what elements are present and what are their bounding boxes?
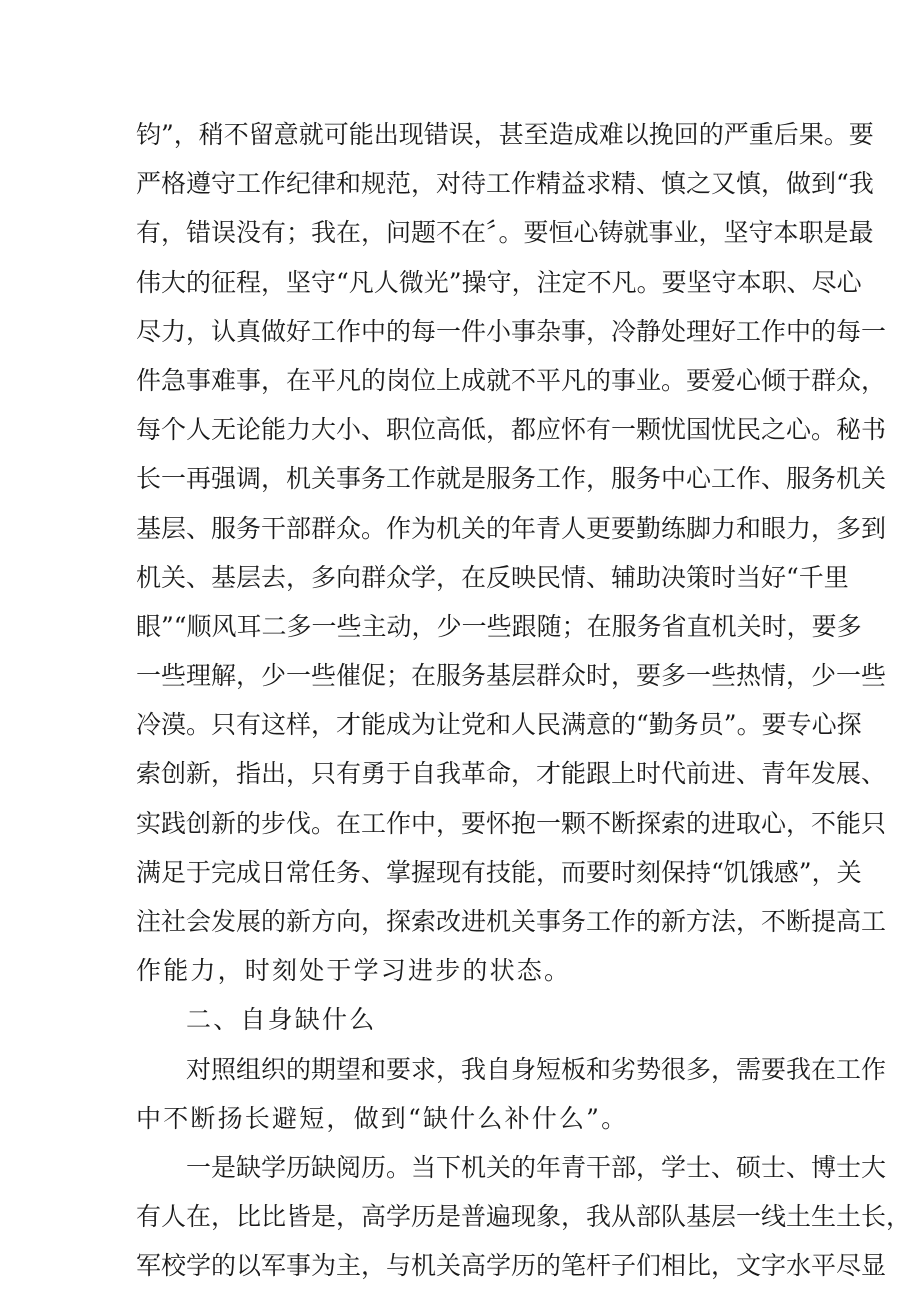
text-line: 件急事难事，在平凡的岗位上成就不平凡的事业。要爱心倾于群众， [136, 365, 887, 395]
text-line: 尽力，认真做好工作中的每一件小事杂事，冷静处理好工作中的每一 [136, 316, 887, 346]
text-line: 一些理解，少一些催促；在服务基层群众时，要多一些热情，少一些 [136, 661, 887, 691]
text-line: 有人在，比比皆是，高学历是普遍现象，我从部队基层一线土生土长， [136, 1202, 912, 1232]
section-heading: 二、自身缺什么 [186, 1005, 377, 1035]
text-line: 每个人无论能力大小、职位高低，都应怀有一颗忧国忧民之心。秘书 [136, 415, 887, 445]
text-line: 对照组织的期望和要求，我自身短板和劣势很多，需要我在工作 [186, 1054, 887, 1084]
text-line: 作能力，时刻处于学习进步的状态。 [136, 956, 572, 986]
text-line: 一是缺学历缺阅历。当下机关的年青干部，学士、硕士、博士大 [186, 1152, 887, 1182]
text-line: 伟大的征程，坚守“凡人微光”操守，注定不凡。要坚守本职、尽心 [136, 267, 862, 297]
text-line: 军校学的以军事为主，与机关高学历的笔杆子们相比，文字水平尽显 [136, 1251, 887, 1281]
text-line: 钧”，稍不留意就可能出现错误，甚至造成难以挽回的严重后果。要 [136, 120, 874, 149]
text-line: 冷漠。只有这样，才能成为让党和人民满意的“勤务员”。要专心探 [136, 710, 862, 740]
text-line: 长一再强调，机关事务工作就是服务工作，服务中心工作、服务机关 [136, 464, 887, 494]
text-line: 中不断扬长避短，做到“缺什么补什么”。 [136, 1103, 629, 1133]
document-body [136, 110, 912, 1291]
text-line: 机关、基层去，多向群众学，在反映民情、辅助决策时当好“千里 [136, 562, 849, 592]
text-line: 注社会发展的新方向，探索改进机关事务工作的新方法，不断提高工 [136, 907, 887, 936]
text-line: 基层、服务干部群众。作为机关的年青人更要勤练脚力和眼力，多到 [136, 513, 887, 543]
text-line: 眼”“顺风耳二多一些主动，少一些跟随；在服务省直机关时，要多 [136, 611, 862, 641]
text-line: 实践创新的步伐。在工作中，要怀抱一颗不断探索的进取心，不能只 [136, 808, 887, 838]
text-line: 有，错误没有；我在，问题不在〞。要恒心铸就事业，坚守本职是最 [136, 218, 874, 248]
text-line: 满足于完成日常任务、掌握现有技能，而要时刻保持“饥饿感”，关 [136, 857, 862, 887]
text-line: 严格遵守工作纪律和规范，对待工作精益求精、慎之又慎，做到“我 [136, 169, 874, 199]
text-line: 索创新，指出，只有勇于自我革命，才能跟上时代前进、青年发展、 [136, 759, 887, 789]
